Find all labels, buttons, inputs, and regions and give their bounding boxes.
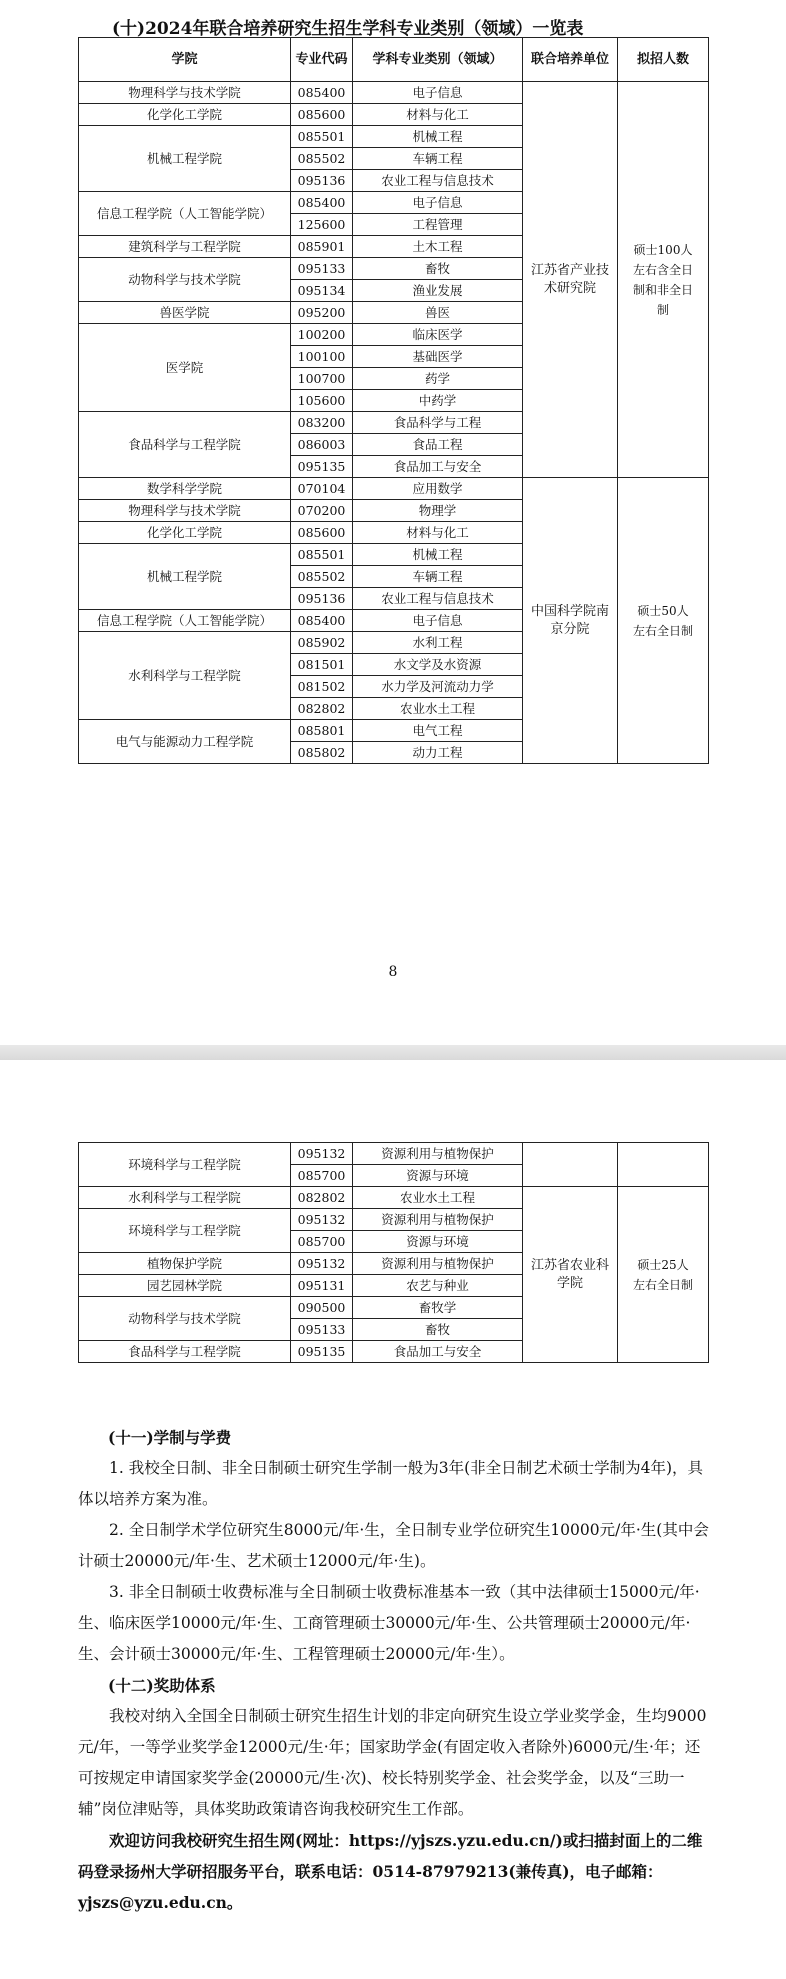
quota-cell: 硕士25人左右全日制 [618,1187,709,1363]
major-cell: 电子信息 [353,82,523,104]
college-cell: 动物科学与技术学院 [79,258,291,302]
code-cell: 095131 [291,1275,353,1297]
college-cell: 电气与能源动力工程学院 [79,720,291,764]
major-cell: 畜牧学 [353,1297,523,1319]
header-major: 学科专业类别（领域） [353,38,523,82]
code-cell: 085902 [291,632,353,654]
code-cell: 100100 [291,346,353,368]
major-cell: 资源与环境 [353,1231,523,1253]
college-cell: 水利科学与工程学院 [79,1187,291,1209]
major-cell: 农艺与种业 [353,1275,523,1297]
major-cell: 临床医学 [353,324,523,346]
code-cell: 081501 [291,654,353,676]
table-row [79,82,709,104]
major-cell: 物理学 [353,500,523,522]
college-cell: 动物科学与技术学院 [79,1297,291,1341]
code-cell: 095136 [291,588,353,610]
header-quota: 拟招人数 [618,38,709,82]
code-cell: 085600 [291,522,353,544]
major-cell: 基础医学 [353,346,523,368]
college-cell: 数学科学学院 [79,478,291,500]
page-2 [0,1060,786,1979]
college-cell: 机械工程学院 [79,126,291,192]
major-cell: 资源利用与植物保护 [353,1143,523,1165]
major-cell: 渔业发展 [353,280,523,302]
major-cell: 农业水土工程 [353,698,523,720]
code-cell: 085700 [291,1165,353,1187]
joint-training-table [78,37,709,764]
code-cell: 095132 [291,1253,353,1275]
section-12-heading: (十二)奖助体系 [108,1676,216,1695]
major-cell: 食品加工与安全 [353,1341,523,1363]
college-cell: 物理科学与技术学院 [79,500,291,522]
major-cell: 资源利用与植物保护 [353,1253,523,1275]
unit-cell: 中国科学院南京分院 [523,478,618,764]
college-cell: 食品科学与工程学院 [79,412,291,478]
code-cell: 085600 [291,104,353,126]
major-cell: 食品加工与安全 [353,456,523,478]
code-cell: 090500 [291,1297,353,1319]
code-cell: 085400 [291,192,353,214]
major-cell: 机械工程 [353,544,523,566]
code-cell: 082802 [291,698,353,720]
major-cell: 水力学及河流动力学 [353,676,523,698]
code-cell: 085501 [291,126,353,148]
college-cell: 建筑科学与工程学院 [79,236,291,258]
code-cell: 085502 [291,148,353,170]
major-cell: 车辆工程 [353,148,523,170]
major-cell: 材料与化工 [353,522,523,544]
major-cell: 土木工程 [353,236,523,258]
college-cell: 兽医学院 [79,302,291,324]
code-cell: 070200 [291,500,353,522]
code-cell: 086003 [291,434,353,456]
code-cell: 085700 [291,1231,353,1253]
section-11-paragraph-1: 1. 我校全日制、非全日制硕士研究生学制一般为3年(非全日制艺术硕士学制为4年)，具体以培养方案为准。 [78,1459,704,1508]
college-cell: 园艺园林学院 [79,1275,291,1297]
table-header-row [79,38,709,82]
major-cell: 车辆工程 [353,566,523,588]
code-cell: 095132 [291,1209,353,1231]
table-title: (十)2024年联合培养研究生招生学科专业类别（领域）一览表 [112,19,584,39]
code-cell: 085801 [291,720,353,742]
college-cell: 医学院 [79,324,291,412]
college-cell: 环境科学与工程学院 [79,1143,291,1187]
section-11-heading: (十一)学制与学费 [108,1428,232,1447]
major-cell: 农业水土工程 [353,1187,523,1209]
page-separator [0,1045,786,1060]
major-cell: 食品工程 [353,434,523,456]
code-cell: 125600 [291,214,353,236]
code-cell: 083200 [291,412,353,434]
major-cell: 工程管理 [353,214,523,236]
quota-cell [618,1143,709,1187]
major-cell: 农业工程与信息技术 [353,588,523,610]
section-11 [78,1422,714,1918]
college-cell: 信息工程学院（人工智能学院） [79,192,291,236]
section-12-paragraph: 我校对纳入全国全日制硕士研究生招生计划的非定向研究生设立学业奖学金，生均9000元/年，一等学业奖学金12000元/生·年；国家助学金(有固定收入者除外)6000元/生·年；还可按规定申请国家奖学金(20000元/生·次)、校长特别奖学金、社会奖学金，以及“三助一辅”岗位津贴等，具体奖助政策请咨询我校研究生工作部。 [78,1707,707,1818]
major-cell: 畜牧 [353,258,523,280]
code-cell: 095132 [291,1143,353,1165]
major-cell: 药学 [353,368,523,390]
college-cell: 物理科学与技术学院 [79,82,291,104]
code-cell: 085901 [291,236,353,258]
college-cell: 水利科学与工程学院 [79,632,291,720]
college-cell: 化学化工学院 [79,522,291,544]
major-cell: 电子信息 [353,610,523,632]
code-cell: 070104 [291,478,353,500]
college-cell: 植物保护学院 [79,1253,291,1275]
code-cell: 095135 [291,1341,353,1363]
closing-contact: 欢迎访问我校研究生招生网(网址：https://yjszs.yzu.edu.cn/)或扫描封面上的二维码登录扬州大学研招服务平台，联系电话：0514-87979213(兼传真)，电子邮箱：yjszs@yzu.edu.cn。 [78,1831,703,1912]
major-cell: 畜牧 [353,1319,523,1341]
code-cell: 100700 [291,368,353,390]
major-cell: 农业工程与信息技术 [353,170,523,192]
quota-cell: 硕士100人左右含全日制和非全日制 [618,82,709,478]
major-cell: 水文学及水资源 [353,654,523,676]
college-cell: 环境科学与工程学院 [79,1209,291,1253]
major-cell: 兽医 [353,302,523,324]
college-cell: 信息工程学院（人工智能学院） [79,610,291,632]
code-cell: 082802 [291,1187,353,1209]
major-cell: 电子信息 [353,192,523,214]
section-11-paragraph-2: 2. 全日制学术学位研究生8000元/年·生，全日制专业学位研究生10000元/年·生(其中会计硕士20000元/年·生、艺术硕士12000元/年·生)。 [78,1521,709,1570]
code-cell: 100200 [291,324,353,346]
major-cell: 电气工程 [353,720,523,742]
code-cell: 095136 [291,170,353,192]
major-cell: 材料与化工 [353,104,523,126]
joint-training-table-continued [78,1142,709,1363]
header-code: 专业代码 [291,38,353,82]
code-cell: 095200 [291,302,353,324]
table-row [79,1187,709,1209]
code-cell: 085502 [291,566,353,588]
code-cell: 095134 [291,280,353,302]
code-cell: 081502 [291,676,353,698]
major-cell: 水利工程 [353,632,523,654]
page-number: 8 [388,964,398,980]
quota-cell: 硕士50人左右全日制 [618,478,709,764]
major-cell: 应用数学 [353,478,523,500]
header-college: 学院 [79,38,291,82]
table-row [79,478,709,500]
unit-cell: 江苏省产业技术研究院 [523,82,618,478]
major-cell: 食品科学与工程 [353,412,523,434]
header-unit: 联合培养单位 [523,38,618,82]
code-cell: 085802 [291,742,353,764]
major-cell: 中药学 [353,390,523,412]
code-cell: 095133 [291,258,353,280]
code-cell: 105600 [291,390,353,412]
unit-cell [523,1143,618,1187]
section-11-paragraph-3: 3. 非全日制硕士收费标准与全日制硕士收费标准基本一致（其中法律硕士15000元/年·生、临床医学10000元/年·生、工商管理硕士30000元/年·生、公共管理硕士20000元/年·生、会计硕士30000元/年·生、工程管理硕士20000元/年·生）。 [78,1583,700,1663]
code-cell: 085400 [291,610,353,632]
college-cell: 化学化工学院 [79,104,291,126]
code-cell: 085501 [291,544,353,566]
code-cell: 095133 [291,1319,353,1341]
major-cell: 动力工程 [353,742,523,764]
unit-cell: 江苏省农业科学院 [523,1187,618,1363]
major-cell: 资源与环境 [353,1165,523,1187]
code-cell: 085400 [291,82,353,104]
major-cell: 资源利用与植物保护 [353,1209,523,1231]
college-cell: 机械工程学院 [79,544,291,610]
code-cell: 095135 [291,456,353,478]
table-row [79,1143,709,1165]
major-cell: 机械工程 [353,126,523,148]
college-cell: 食品科学与工程学院 [79,1341,291,1363]
